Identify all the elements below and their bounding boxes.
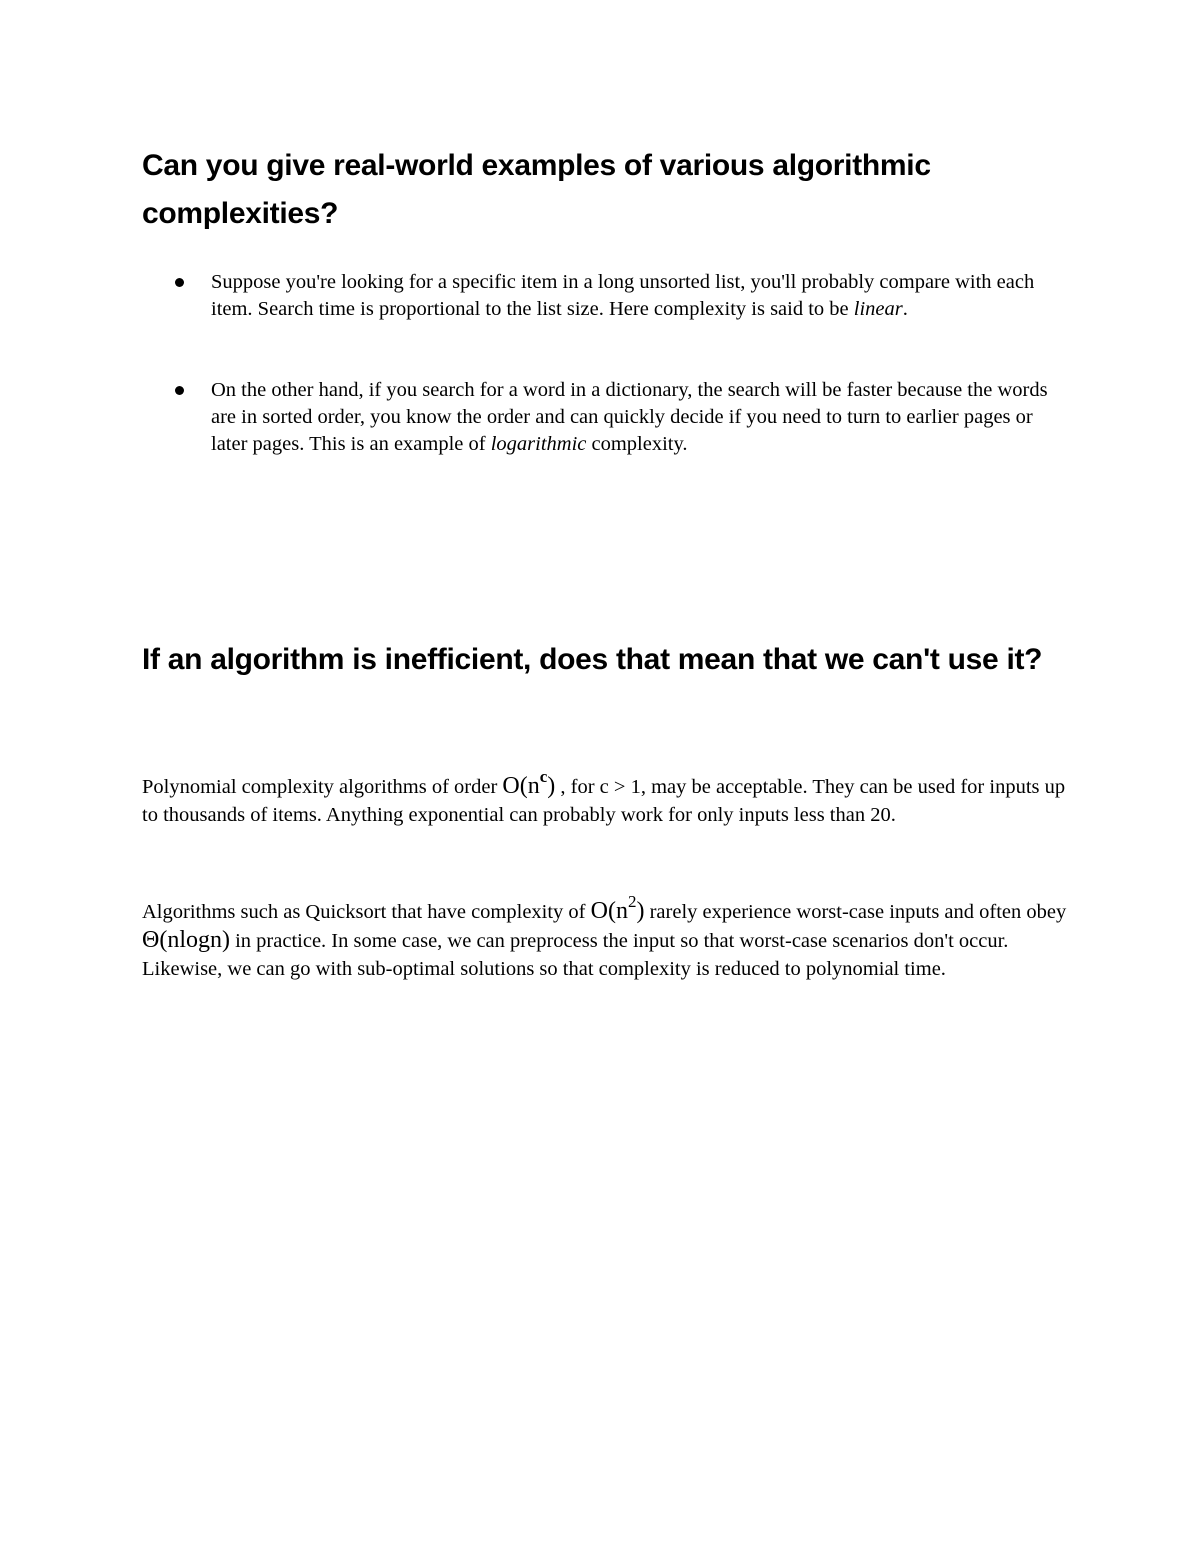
- math-superscript: c: [539, 767, 548, 786]
- math-superscript: 2: [627, 892, 637, 911]
- bullet-emphasis: linear: [853, 298, 903, 320]
- math-base: O(n: [502, 773, 540, 799]
- paragraph-text-end: , for c > 1, may be acceptable. They can be used for inputs up to thousands of items. Anything exponential can probably work for only inputs less than 20.: [142, 776, 1066, 826]
- bullet-icon: [175, 278, 184, 287]
- bullet-icon: [175, 386, 184, 395]
- bullet-text: On the other hand, if you search for a word in a dictionary, the search will be faster because the words are in sorted order, you know the order and can quickly decide if you need to turn to earlier pages or later pages. This is an example of: [211, 379, 1048, 455]
- math-expression-on2: [590, 892, 645, 924]
- paragraph-polynomial: [142, 767, 1072, 829]
- bullet-emphasis: logarithmic: [490, 433, 587, 455]
- math-expression-theta: Θ(nlogn): [142, 927, 230, 953]
- paragraph-quicksort: [142, 892, 1072, 983]
- bullet-list-item-2: [142, 377, 1062, 458]
- paragraph-text-end: in practice. In some case, we can preprocess the input so that worst-case scenarios don't occur. Likewise, we can go with sub-optimal solutions so that complexity is reduced to polynomial time.: [142, 930, 1009, 980]
- list-item: [142, 377, 1062, 458]
- bullet-text-end: .: [902, 298, 908, 320]
- math-close: ): [547, 773, 556, 799]
- paragraph-text-middle: rarely experience worst-case inputs and often obey: [644, 901, 1067, 923]
- list-item: [142, 269, 1062, 323]
- math-close: ): [636, 898, 645, 924]
- math-base: O(n: [590, 898, 628, 924]
- math-expression-onc: [502, 767, 556, 799]
- bullet-text-end: complexity.: [586, 433, 688, 455]
- section-heading-inefficient: If an algorithm is inefficient, does that mean that we can't use it?: [142, 643, 1043, 676]
- paragraph-text: Polynomial complexity algorithms of order: [142, 776, 503, 798]
- paragraph-text: Algorithms such as Quicksort that have complexity of: [142, 901, 591, 923]
- section-heading-examples: Can you give real-world examples of various algorithmic complexities?: [142, 149, 931, 230]
- bullet-list-item-1: [142, 269, 1062, 323]
- bullet-text: Suppose you're looking for a specific item in a long unsorted list, you'll probably compare with each item. Search time is proportional to the list size. Here complexity is said to be: [211, 271, 1035, 320]
